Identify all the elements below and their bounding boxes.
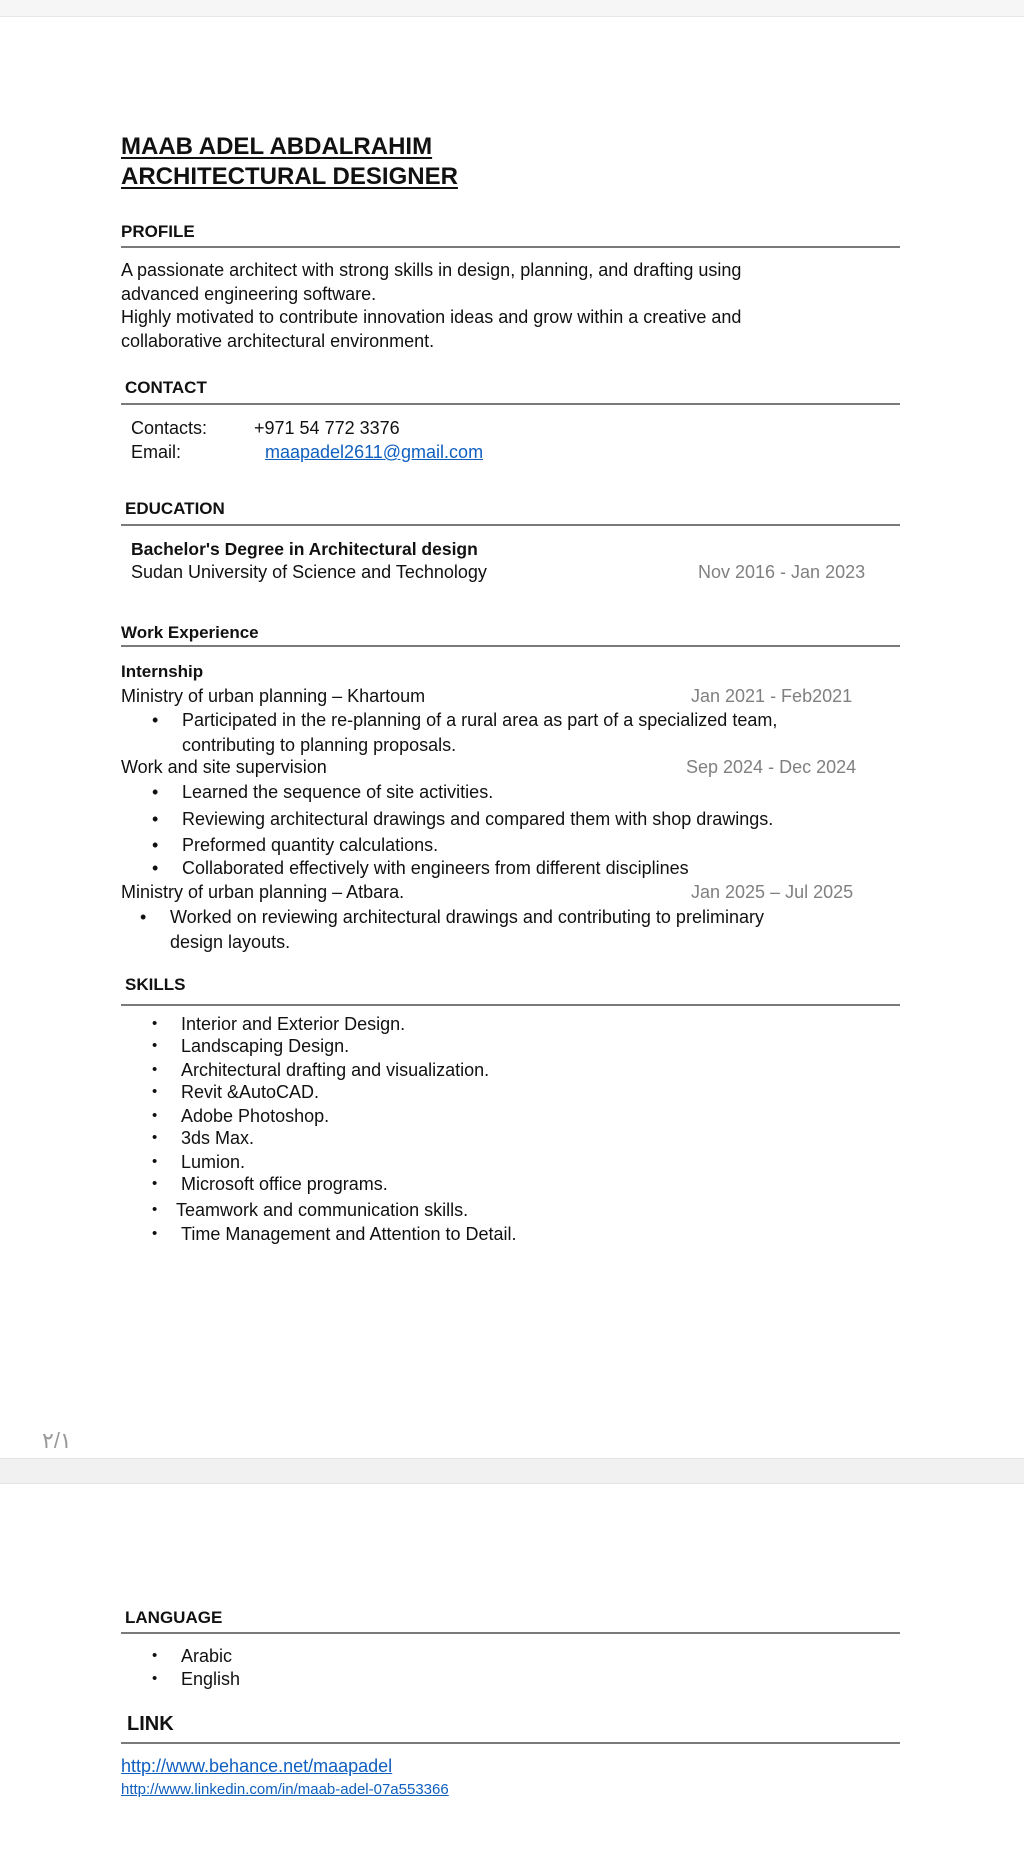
section-divider xyxy=(121,403,900,405)
profile-text: A passionate architect with strong skills in design, planning, and drafting using xyxy=(121,260,742,280)
skill-item: Adobe Photoshop. xyxy=(181,1106,330,1126)
skill-item: Interior and Exterior Design. xyxy=(181,1014,406,1034)
job-dates: Jan 2025 – Jul 2025 xyxy=(691,882,854,902)
job-bullet: Collaborated effectively with engineers from different disciplines xyxy=(182,858,689,878)
skill-item: Architectural drafting and visualization. xyxy=(181,1060,490,1080)
section-divider xyxy=(121,246,900,248)
section-divider xyxy=(121,1004,900,1006)
bullet-icon: • xyxy=(152,1083,158,1100)
profile-text: advanced engineering software. xyxy=(121,284,377,304)
email-link[interactable]: maapadel2611@gmail.com xyxy=(265,442,484,462)
bullet-icon: • xyxy=(152,1225,158,1242)
section-divider xyxy=(121,524,900,526)
bullet-icon: • xyxy=(152,1129,158,1146)
job-bullet: Learned the sequence of site activities. xyxy=(182,782,494,802)
bullet-icon: • xyxy=(152,1670,158,1687)
school: Sudan University of Science and Technology xyxy=(131,562,487,582)
bullet-icon: • xyxy=(152,809,159,829)
bullet-icon: • xyxy=(152,1107,158,1124)
bullet-icon: • xyxy=(152,710,159,730)
job-dates: Sep 2024 - Dec 2024 xyxy=(686,757,857,777)
email-label: Email: xyxy=(131,442,182,462)
job-bullet: Reviewing architectural drawings and compared them with shop drawings. xyxy=(182,809,774,829)
phone-number: +971 54 772 3376 xyxy=(254,418,400,438)
bullet-icon: • xyxy=(152,1175,158,1192)
job-bullet: contributing to planning proposals. xyxy=(182,735,457,755)
internship-subheading: Internship xyxy=(121,662,204,681)
job-title: ARCHITECTURAL DESIGNER xyxy=(121,163,458,190)
skill-item: Landscaping Design. xyxy=(181,1036,350,1056)
degree: Bachelor's Degree in Architectural design xyxy=(131,539,478,559)
bullet-icon: • xyxy=(152,835,159,855)
bullet-icon: • xyxy=(152,1201,158,1218)
language-heading: LANGUAGE xyxy=(125,1608,223,1627)
section-divider xyxy=(121,1742,900,1744)
bullet-icon: • xyxy=(152,1015,158,1032)
profile-heading: PROFILE xyxy=(121,222,195,241)
job-title: Ministry of urban planning – Atbara. xyxy=(121,882,405,902)
skills-heading: SKILLS xyxy=(125,975,186,994)
section-divider xyxy=(121,645,900,647)
skill-item: Teamwork and communication skills. xyxy=(176,1200,469,1220)
work-heading: Work Experience xyxy=(121,623,259,642)
profile-text: collaborative architectural environment. xyxy=(121,331,435,351)
top-toolbar-strip xyxy=(0,0,1024,17)
skill-item: Revit &AutoCAD. xyxy=(181,1082,320,1102)
job-bullet: Preformed quantity calculations. xyxy=(182,835,439,855)
job-dates: Jan 2021 - Feb2021 xyxy=(691,686,853,706)
candidate-name: MAAB ADEL ABDALRAHIM xyxy=(121,133,433,160)
contact-heading: CONTACT xyxy=(125,378,207,397)
skill-item: Lumion. xyxy=(181,1152,246,1172)
job-bullet: design layouts. xyxy=(170,932,291,952)
profile-text: Highly motivated to contribute innovation ideas and grow within a creative and xyxy=(121,307,742,327)
job-title: Ministry of urban planning – Khartoum xyxy=(121,686,426,706)
page-break xyxy=(0,1458,1024,1484)
education-heading: EDUCATION xyxy=(125,499,225,518)
job-bullet: Participated in the re-planning of a rural area as part of a specialized team, xyxy=(182,710,778,730)
phone-label: Contacts: xyxy=(131,418,208,438)
link-heading: LINK xyxy=(127,1713,174,1735)
page-indicator: ٢/١ xyxy=(42,1428,72,1453)
bullet-icon: • xyxy=(152,1647,158,1664)
skill-item: Time Management and Attention to Detail. xyxy=(181,1224,517,1244)
behance-link[interactable]: http://www.behance.net/maapadel xyxy=(121,1756,393,1776)
skill-item: Microsoft office programs. xyxy=(181,1174,388,1194)
bullet-icon: • xyxy=(152,1061,158,1078)
language-item: English xyxy=(181,1669,241,1689)
bullet-icon: • xyxy=(152,782,159,802)
linkedin-link[interactable]: http://www.linkedin.com/in/maab-adel-07a553366 xyxy=(121,1781,449,1798)
job-title: Work and site supervision xyxy=(121,757,327,777)
job-bullet: Worked on reviewing architectural drawings and contributing to preliminary xyxy=(170,907,764,927)
language-item: Arabic xyxy=(181,1646,233,1666)
section-divider xyxy=(121,1632,900,1634)
bullet-icon: • xyxy=(140,907,147,927)
bullet-icon: • xyxy=(152,1037,158,1054)
bullet-icon: • xyxy=(152,858,159,878)
skill-item: 3ds Max. xyxy=(181,1128,255,1148)
education-dates: Nov 2016 - Jan 2023 xyxy=(698,562,866,582)
bullet-icon: • xyxy=(152,1153,158,1170)
